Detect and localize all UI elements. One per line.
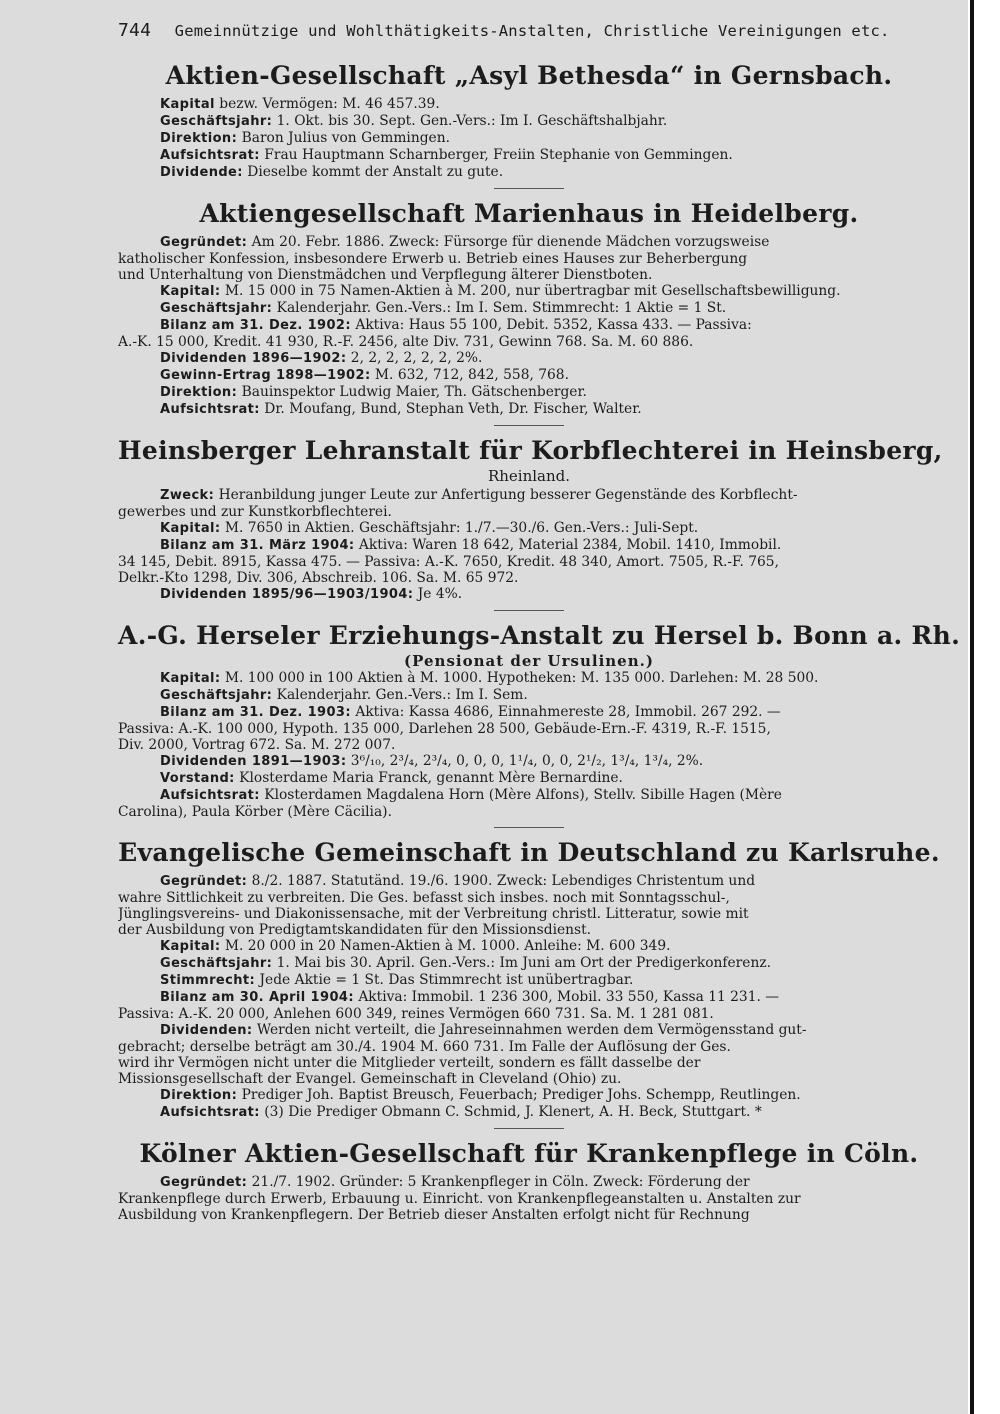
entry-line bbox=[118, 955, 940, 972]
entry-line bbox=[118, 401, 940, 418]
field-value: Aktiva: Waren 18 642, Material 2384, Mobil. 1410, Immobil. bbox=[354, 537, 782, 553]
field-label: Direktion: bbox=[160, 385, 238, 400]
field-value: Jede Aktie = 1 St. Das Stimmrecht ist unübertragbar. bbox=[255, 972, 634, 988]
company-entry bbox=[118, 1139, 940, 1223]
field-label: Dividenden 1891—1903: bbox=[160, 754, 347, 769]
field-label: Aufsichtsrat: bbox=[160, 402, 260, 417]
entry-line bbox=[118, 922, 940, 938]
entry-line bbox=[118, 350, 940, 367]
entry-line bbox=[118, 267, 940, 283]
field-label: Dividenden: bbox=[160, 1023, 253, 1038]
entry-line bbox=[118, 1191, 940, 1207]
entry-line bbox=[118, 384, 940, 401]
entry-line bbox=[118, 890, 940, 906]
field-label: Kapital: bbox=[160, 284, 221, 299]
field-value: wird ihr Vermögen nicht unter die Mitglieder verteilt, sondern es fällt dasselbe der bbox=[118, 1055, 701, 1071]
field-value: Klosterdamen Magdalena Horn (Mère Alfons), Stellv. Sibille Hagen (Mère bbox=[259, 787, 782, 803]
entry-title: Aktiengesellschaft Marienhaus in Heidelberg. bbox=[199, 199, 859, 228]
entry-line bbox=[118, 906, 940, 922]
field-label: Aufsichtsrat: bbox=[160, 1105, 260, 1120]
field-value: Passiva: A.-K. 100 000, Hypoth. 135 000, Darlehen 28 500, Gebäude-Ern.-F. 4319, R.-F. 1515, bbox=[118, 721, 771, 737]
field-value: Kalenderjahr. Gen.-Vers.: Im I. Sem. Stimmrecht: 1 Aktie = 1 St. bbox=[272, 300, 727, 316]
field-value: Dr. Moufang, Bund, Stephan Veth, Dr. Fischer, Walter. bbox=[259, 401, 642, 417]
field-label: Kapital bbox=[160, 97, 215, 112]
entry-line bbox=[118, 687, 940, 704]
field-value: Am 20. Febr. 1886. Zweck: Fürsorge für dienende Mädchen vorzugsweise bbox=[247, 234, 770, 250]
field-value: A.-K. 15 000, Kredit. 41 930, R.-F. 2456, alte Div. 731, Gewinn 768. Sa. M. 60 886. bbox=[118, 334, 694, 350]
entry-line bbox=[118, 334, 940, 350]
entry-line bbox=[118, 234, 940, 251]
entries-list bbox=[118, 61, 961, 1223]
field-label: Geschäftsjahr: bbox=[160, 688, 273, 703]
page-content bbox=[118, 20, 961, 1227]
field-label: Bilanz am 31. Dez. 1902: bbox=[160, 318, 351, 333]
field-label: Dividenden 1895/96—1903/1904: bbox=[160, 587, 414, 602]
field-value: bezw. Vermögen: M. 46 457.39. bbox=[214, 96, 440, 112]
entry-line bbox=[118, 1039, 940, 1055]
entry-line bbox=[118, 1104, 940, 1121]
entry-line bbox=[118, 251, 940, 267]
field-value: Carolina), Paula Körber (Mère Cäcilia). bbox=[118, 804, 392, 820]
entry-line bbox=[118, 1022, 940, 1039]
entry-line bbox=[118, 737, 940, 753]
entry-line bbox=[118, 1071, 940, 1087]
field-label: Kapital: bbox=[160, 939, 221, 954]
field-value: Klosterdame Maria Franck, genannt Mère Bernardine. bbox=[234, 770, 623, 786]
field-value: und Unterhaltung von Dienstmädchen und Verpflegung älterer Dienstboten. bbox=[118, 267, 653, 283]
field-value: M. 632, 712, 842, 558, 768. bbox=[370, 367, 569, 383]
entry-line bbox=[118, 787, 940, 804]
field-label: Bilanz am 31. Dez. 1903: bbox=[160, 705, 351, 720]
entry-title: Aktien-Gesellschaft „Asyl Bethesda“ in Gernsbach. bbox=[165, 61, 893, 90]
entry-line bbox=[118, 96, 940, 113]
entry-line bbox=[118, 721, 940, 737]
page-number: 744 bbox=[118, 20, 152, 41]
field-value: 2, 2, 2, 2, 2, 2, 2%. bbox=[346, 350, 483, 366]
field-value: 34 145, Debit. 8915, Kassa 475. — Passiva: A.-K. 7650, Kredit. 48 340, Amort. 7505, R.-F. 765, bbox=[118, 554, 779, 570]
field-value: Delkr.-Kto 1298, Div. 306, Abschreib. 106. Sa. M. 65 972. bbox=[118, 570, 519, 586]
entry-subtitle: (Pensionat der Ursulinen.) bbox=[404, 652, 654, 670]
field-label: Geschäftsjahr: bbox=[160, 301, 273, 316]
section-divider bbox=[494, 425, 564, 426]
field-value: 3⁶/₁₀, 2³/₄, 2³/₄, 0, 0, 0, 1¹/₄, 0, 0, 2¹/₂, 1³/₄, 1³/₄, 2%. bbox=[346, 753, 704, 769]
field-value: Bauinspektor Ludwig Maier, Th. Gätschenberger. bbox=[237, 384, 587, 400]
entry-line bbox=[118, 367, 940, 384]
entry-title: Kölner Aktien-Gesellschaft für Krankenpflege in Cöln. bbox=[139, 1139, 919, 1168]
entry-line bbox=[118, 1174, 940, 1191]
field-label: Dividende: bbox=[160, 165, 243, 180]
field-value: Frau Hauptmann Scharnberger, Freiin Stephanie von Gemmingen. bbox=[259, 147, 733, 163]
field-label: Kapital: bbox=[160, 671, 221, 686]
company-entry bbox=[118, 61, 940, 181]
field-value: katholischer Konfession, insbesondere Erwerb u. Betrieb eines Hauses zur Beherbergung bbox=[118, 251, 748, 267]
entry-subtitle: Rheinland. bbox=[487, 467, 571, 485]
field-value: Heranbildung junger Leute zur Anfertigung besserer Gegenstände des Korbflecht- bbox=[214, 487, 798, 503]
entry-line bbox=[118, 520, 940, 537]
field-label: Vorstand: bbox=[160, 771, 235, 786]
field-value: wahre Sittlichkeit zu verbreiten. Die Ges. befasst sich insbes. noch mit Sonntagsschul-, bbox=[118, 890, 730, 906]
field-label: Stimmrecht: bbox=[160, 973, 256, 988]
entry-line bbox=[118, 989, 940, 1006]
field-label: Aufsichtsrat: bbox=[160, 148, 260, 163]
field-label: Aufsichtsrat: bbox=[160, 788, 260, 803]
field-value: Werden nicht verteilt, die Jahreseinnahmen werden dem Vermögensstand gut- bbox=[252, 1022, 807, 1038]
field-value: gebracht; derselbe beträgt am 30./4. 1904 M. 660 731. Im Falle der Auflösung der Ges. bbox=[118, 1039, 731, 1055]
field-label: Geschäftsjahr: bbox=[160, 114, 273, 129]
field-label: Direktion: bbox=[160, 1088, 238, 1103]
entry-line bbox=[118, 873, 940, 890]
running-header bbox=[118, 20, 940, 41]
entry-line bbox=[118, 570, 940, 586]
entry-title: Evangelische Gemeinschaft in Deutschland zu Karlsruhe. bbox=[118, 838, 940, 867]
field-value: 21./7. 1902. Gründer: 5 Krankenpfleger in Cöln. Zweck: Förderung der bbox=[247, 1174, 750, 1190]
entry-line bbox=[118, 283, 940, 300]
field-value: M. 15 000 in 75 Namen-Aktien à M. 200, nur übertragbar mit Gesellschaftsbewilligung. bbox=[220, 283, 841, 299]
entry-line bbox=[118, 147, 940, 164]
field-label: Gegründet: bbox=[160, 874, 248, 889]
field-label: Dividenden 1896—1902: bbox=[160, 351, 347, 366]
field-label: Gegründet: bbox=[160, 235, 248, 250]
field-value: 1. Mai bis 30. April. Gen.-Vers.: Im Juni am Ort der Predigerkonferenz. bbox=[272, 955, 771, 971]
field-label: Bilanz am 31. März 1904: bbox=[160, 538, 355, 553]
entry-line bbox=[118, 770, 940, 787]
entry-line bbox=[118, 938, 940, 955]
field-label: Bilanz am 30. April 1904: bbox=[160, 990, 354, 1005]
entry-line bbox=[118, 1055, 940, 1071]
entry-title: Heinsberger Lehranstalt für Korbflechterei in Heinsberg, bbox=[118, 436, 943, 465]
company-entry bbox=[118, 838, 940, 1121]
field-value: Aktiva: Immobil. 1 236 300, Mobil. 33 550, Kassa 11 231. — bbox=[353, 989, 780, 1005]
field-value: M. 20 000 in 20 Namen-Aktien à M. 1000. Anleihe: M. 600 349. bbox=[220, 938, 671, 954]
section-divider bbox=[494, 610, 564, 611]
entry-line bbox=[118, 1087, 940, 1104]
entry-line bbox=[118, 317, 940, 334]
entry-line bbox=[118, 804, 940, 820]
entry-line bbox=[118, 670, 940, 687]
field-value: Je 4%. bbox=[413, 586, 463, 602]
entry-line bbox=[118, 113, 940, 130]
field-value: Jünglingsvereins- und Diakonissensache, mit der Verbreitung christl. Litteratur, sowie mit bbox=[118, 906, 749, 922]
entry-line bbox=[118, 487, 940, 504]
field-value: 8./2. 1887. Statutänd. 19./6. 1900. Zweck: Lebendiges Christentum und bbox=[247, 873, 756, 889]
entry-line bbox=[118, 972, 940, 989]
field-value: Ausbildung von Krankenpflegern. Der Betrieb dieser Anstalten erfolgt nicht für Rechnung bbox=[118, 1207, 750, 1223]
field-value: M. 100 000 in 100 Aktien à M. 1000. Hypotheken: M. 135 000. Darlehen: M. 28 500. bbox=[220, 670, 819, 686]
field-value: Kalenderjahr. Gen.-Vers.: Im I. Sem. bbox=[272, 687, 528, 703]
field-value: Baron Julius von Gemmingen. bbox=[237, 130, 450, 146]
field-value: Aktiva: Kassa 4686, Einnahmereste 28, Immobil. 267 292. — bbox=[350, 704, 781, 720]
entry-line bbox=[118, 130, 940, 147]
running-title: Gemeinnützige und Wohlthätigkeits-Anstalten, Christliche Vereinigungen etc. bbox=[174, 22, 890, 40]
field-value: Prediger Joh. Baptist Breusch, Feuerbach; Prediger Johs. Schempp, Reutlingen. bbox=[237, 1087, 801, 1103]
entry-line bbox=[118, 753, 940, 770]
entry-line bbox=[118, 1207, 940, 1223]
section-divider bbox=[494, 188, 564, 189]
entry-line bbox=[118, 1006, 940, 1022]
company-entry bbox=[118, 199, 940, 418]
field-value: der Ausbildung von Predigtamtskandidaten für den Missionsdienst. bbox=[118, 922, 592, 938]
field-value: Aktiva: Haus 55 100, Debit. 5352, Kassa 433. — Passiva: bbox=[350, 317, 752, 333]
entry-line bbox=[118, 704, 940, 721]
entry-line bbox=[118, 586, 940, 603]
binding-edge bbox=[970, 0, 974, 1414]
field-value: (3) Die Prediger Obmann C. Schmid, J. Klenert, A. H. Beck, Stuttgart. * bbox=[259, 1104, 762, 1120]
entry-line bbox=[118, 537, 940, 554]
field-value: Div. 2000, Vortrag 672. Sa. M. 272 007. bbox=[118, 737, 396, 753]
field-value: 1. Okt. bis 30. Sept. Gen.-Vers.: Im I. Geschäftshalbjahr. bbox=[272, 113, 668, 129]
field-value: Dieselbe kommt der Anstalt zu gute. bbox=[242, 164, 504, 180]
entry-title: A.-G. Herseler Erziehungs-Anstalt zu Hersel b. Bonn a. Rh. bbox=[118, 621, 961, 650]
field-value: gewerbes und zur Kunstkorbflechterei. bbox=[118, 504, 392, 520]
entry-line bbox=[118, 300, 940, 317]
entry-line bbox=[118, 554, 940, 570]
field-value: M. 7650 in Aktien. Geschäftsjahr: 1./7.—30./6. Gen.-Vers.: Juli-Sept. bbox=[220, 520, 699, 536]
field-label: Zweck: bbox=[160, 488, 215, 503]
field-label: Direktion: bbox=[160, 131, 238, 146]
section-divider bbox=[494, 1128, 564, 1129]
field-label: Gegründet: bbox=[160, 1175, 248, 1190]
field-label: Geschäftsjahr: bbox=[160, 956, 273, 971]
entry-line bbox=[118, 164, 940, 181]
field-value: Passiva: A.-K. 20 000, Anlehen 600 349, reines Vermögen 660 731. Sa. M. 1 281 081. bbox=[118, 1006, 714, 1022]
company-entry bbox=[118, 436, 943, 603]
section-divider bbox=[494, 827, 564, 828]
field-label: Kapital: bbox=[160, 521, 221, 536]
entry-line bbox=[118, 504, 940, 520]
field-label: Gewinn-Ertrag 1898—1902: bbox=[160, 368, 371, 383]
company-entry bbox=[118, 621, 961, 820]
field-value: Krankenpflege durch Erwerb, Erbauung u. Einricht. von Krankenpflegeanstalten u. Anstalten zur bbox=[118, 1191, 801, 1207]
field-value: Missionsgesellschaft der Evangel. Gemeinschaft in Cleveland (Ohio) zu. bbox=[118, 1071, 622, 1087]
